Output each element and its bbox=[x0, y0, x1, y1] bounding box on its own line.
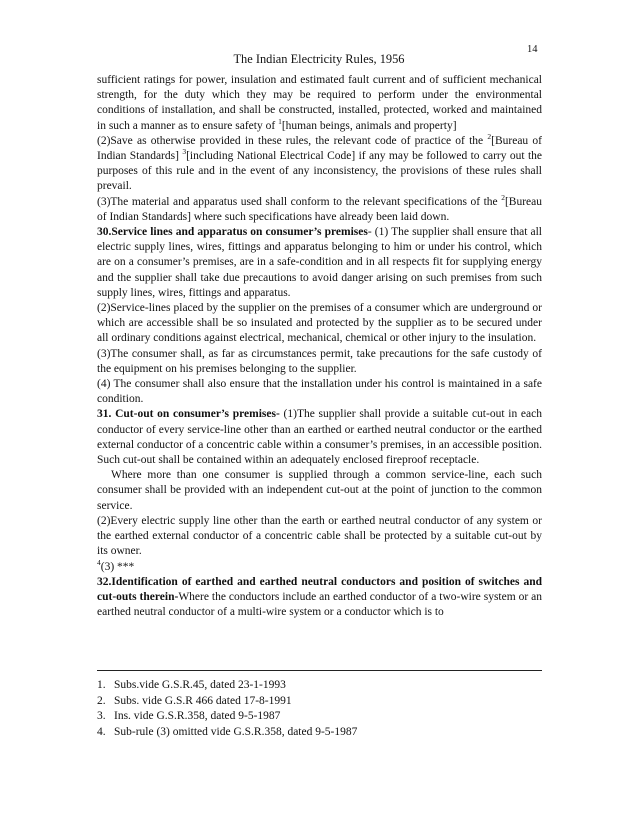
paragraph bbox=[97, 73, 542, 134]
footnote-item bbox=[97, 694, 542, 710]
paragraph bbox=[97, 377, 542, 407]
section-heading: 32.Identification of earthed and earthed neutral conductors and position of switches and cut-outs therein- bbox=[97, 575, 542, 603]
text-run: (1)The supplier shall provide a suitable cut-out in each conductor of every service-line other than an earthed or earthed neutral conductor or the earthed external conductor of a concentric cable within a consumer’s premises, in an accessible position. Such cut-out shall be contained within an adequately enclosed fireproof receptacle. bbox=[97, 408, 542, 467]
footnote-list bbox=[97, 678, 542, 741]
text-run: Where more than one consumer is supplied through a common service-line, each such consumer shall be provided with an independent cut-out at the point of junction to the common service. bbox=[97, 469, 542, 512]
section-heading: 30.Service lines and apparatus on consumer’s premises bbox=[97, 226, 368, 239]
text-run: sufficient ratings for power, insulation and estimated fault current and of sufficient mechanical strength, for the duty which they may be required to perform under the environmental conditions of installation, and shall be constructed, installed, protected, worked and maintained in such a manner as to ensure safety of bbox=[97, 74, 542, 132]
paragraph bbox=[97, 468, 542, 514]
footnote-marker: 2 bbox=[487, 131, 492, 141]
text-run: (2)Service-lines placed by the supplier on the premises of a consumer which are underground or which are accessible shall be so insulated and protected by the supplier as to be secured under all ordinary conditions against electrical, mechanical, chemical or other injury to the insulation. bbox=[97, 302, 542, 345]
footnote-marker: 4 bbox=[97, 557, 101, 567]
paragraph bbox=[97, 407, 542, 468]
text-run: (3)The consumer shall, as far as circumstances permit, take precautions for the safe custody of the equipment on his premises belonging to the supplier. bbox=[97, 347, 542, 375]
running-header: The Indian Electricity Rules, 1956 bbox=[233, 52, 405, 66]
text-run: (2)Save as otherwise provided in these rules, the relevant code of practice of the bbox=[97, 134, 488, 147]
text-run: - (1) The supplier shall ensure that all electric supply lines, wires, fittings and apparatus belonging to him or under his control, which are on a consumer’s premises, are in a safe-condition and in all respects fit for supplying energy and the supplier shall take due precautions to avoid danger arising on such premises from such supply lines, wires, fittings and apparatus. bbox=[97, 226, 542, 299]
paragraph bbox=[97, 514, 542, 560]
footnote-text: Subs.vide G.S.R.45, dated 23-1-1993 bbox=[114, 679, 286, 691]
page-number: 14 bbox=[527, 44, 538, 55]
footnote-marker: 2 bbox=[501, 192, 505, 202]
text-run: [Bureau of Indian Standards] bbox=[97, 134, 542, 163]
text-run: Where the conductors include an earthed conductor of a two-wire system or an earthed neutral conductor of a multi-wire system or a conductor which is to bbox=[97, 590, 543, 619]
paragraph bbox=[97, 301, 542, 347]
section-heading: 31. Cut-out on consumer’s premises- bbox=[97, 408, 280, 421]
text-run: (3)The material and apparatus used shall conform to the relevant specifications of the bbox=[97, 195, 502, 208]
footnote-number: 3. bbox=[97, 710, 106, 723]
footnote-number: 1. bbox=[97, 679, 106, 691]
body-text bbox=[97, 73, 542, 620]
text-run: [Bureau of Indian Standards] where such specifications have already been laid down. bbox=[97, 195, 542, 223]
text-run: (3) *** bbox=[100, 560, 135, 573]
footnote-rule bbox=[97, 670, 542, 671]
footnote-item bbox=[97, 725, 542, 741]
footnote-marker: 3 bbox=[182, 147, 187, 157]
footnote-item bbox=[97, 709, 542, 725]
paragraph bbox=[97, 192, 542, 225]
paragraph bbox=[97, 557, 542, 575]
footnote-text: Ins. vide G.S.R.358, dated 9-5-1987 bbox=[114, 710, 281, 723]
paragraph bbox=[97, 575, 542, 621]
text-run: [human beings, animals and property] bbox=[281, 119, 457, 132]
text-run: [including National Electrical Code] if any may be followed to carry out the purposes of this rule and in the event of any inconsistency, the provisions of these rules shall prevail. bbox=[97, 150, 542, 193]
text-run: (2)Every electric supply line other than the earth or earthed neutral conductor of any system or the earthed external conductor of a concentric cable shall be protected by a suitable cut-out by its owner. bbox=[97, 514, 542, 558]
footnote-number: 4. bbox=[97, 726, 106, 739]
footnote-number: 2. bbox=[97, 694, 106, 707]
text-run: (4) The consumer shall also ensure that the installation under his control is maintained in a safe condition. bbox=[97, 378, 542, 406]
paragraph bbox=[97, 347, 542, 377]
paragraph bbox=[97, 225, 542, 301]
footnote-text: Subs. vide G.S.R 466 dated 17-8-1991 bbox=[114, 694, 292, 707]
footnote-text: Sub-rule (3) omitted vide G.S.R.358, dated 9-5-1987 bbox=[114, 726, 358, 739]
paragraph bbox=[97, 131, 542, 195]
footnote-item bbox=[97, 678, 542, 694]
footnote-marker: 1 bbox=[278, 116, 282, 126]
